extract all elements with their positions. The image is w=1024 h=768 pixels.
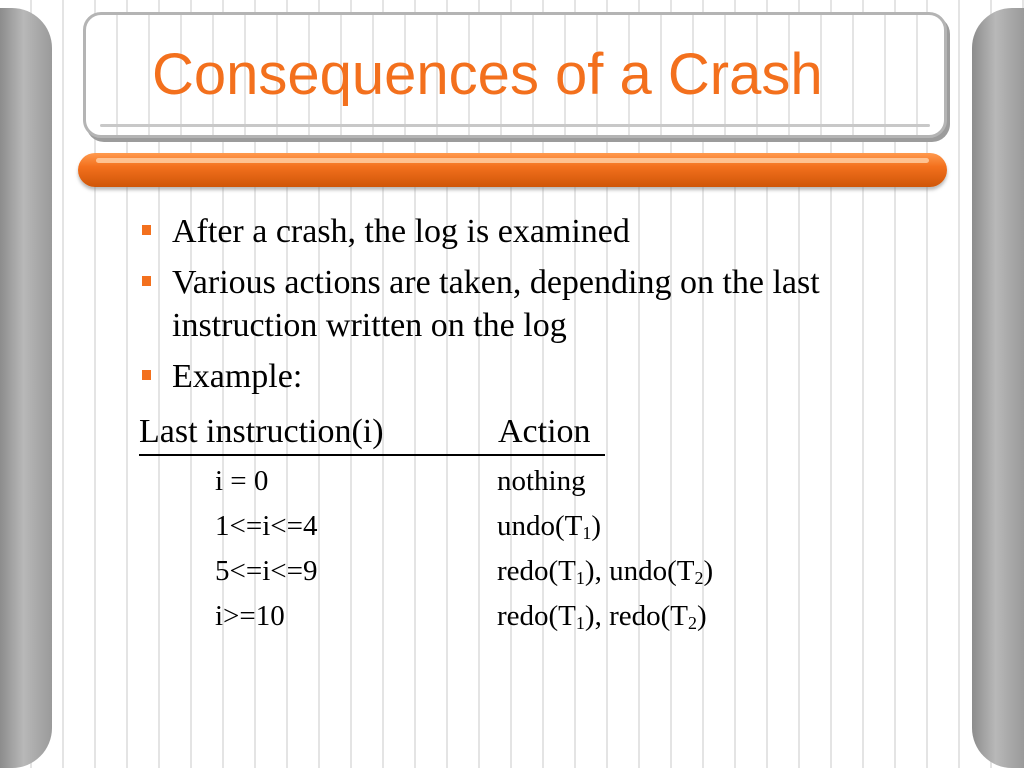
bullet-item — [140, 210, 960, 253]
condition-cell: i = 0 — [215, 465, 269, 497]
slide-title: Consequences of a Crash — [152, 42, 823, 107]
subscript-text: 1 — [575, 568, 585, 588]
square-bullet-icon — [142, 276, 151, 286]
condition-cell: 1<=i<=4 — [215, 510, 318, 542]
bullet-text: Example: — [172, 358, 303, 395]
subscript-text: 1 — [582, 523, 592, 543]
header-action: Action — [498, 413, 591, 450]
bullet-item — [140, 261, 960, 347]
orange-accent-bar — [78, 153, 947, 187]
bullet-list — [140, 210, 960, 406]
action-cell: nothing — [497, 465, 586, 497]
action-cell: $redo(T_1)$, $undo(T_2)$ — [497, 555, 714, 588]
condition-cell: 5<=i<=9 — [215, 555, 318, 587]
left-decorative-rail — [0, 8, 52, 768]
table-header — [139, 412, 605, 456]
title-underline-rule — [100, 124, 930, 127]
subscript-text: 2 — [687, 613, 697, 633]
condition-cell: i>=10 — [215, 600, 285, 632]
square-bullet-icon — [142, 370, 151, 380]
action-cell: $redo(T_1)$, $redo(T_2)$ — [497, 600, 707, 633]
subscript-text: 1 — [575, 613, 585, 633]
bullet-item — [140, 355, 960, 398]
accent-bar-highlight — [96, 158, 929, 163]
bullet-text: After a crash, the log is examined — [172, 213, 630, 250]
header-last-instruction: Last instruction(i) — [139, 413, 384, 450]
title-frame — [83, 12, 947, 138]
subscript-text: 2 — [694, 568, 704, 588]
right-decorative-rail — [972, 8, 1024, 768]
square-bullet-icon — [142, 225, 151, 235]
action-cell: $undo(T_1)$ — [497, 510, 602, 543]
bullet-text: Various actions are taken, depending on the last instruction written on the log — [172, 264, 820, 344]
